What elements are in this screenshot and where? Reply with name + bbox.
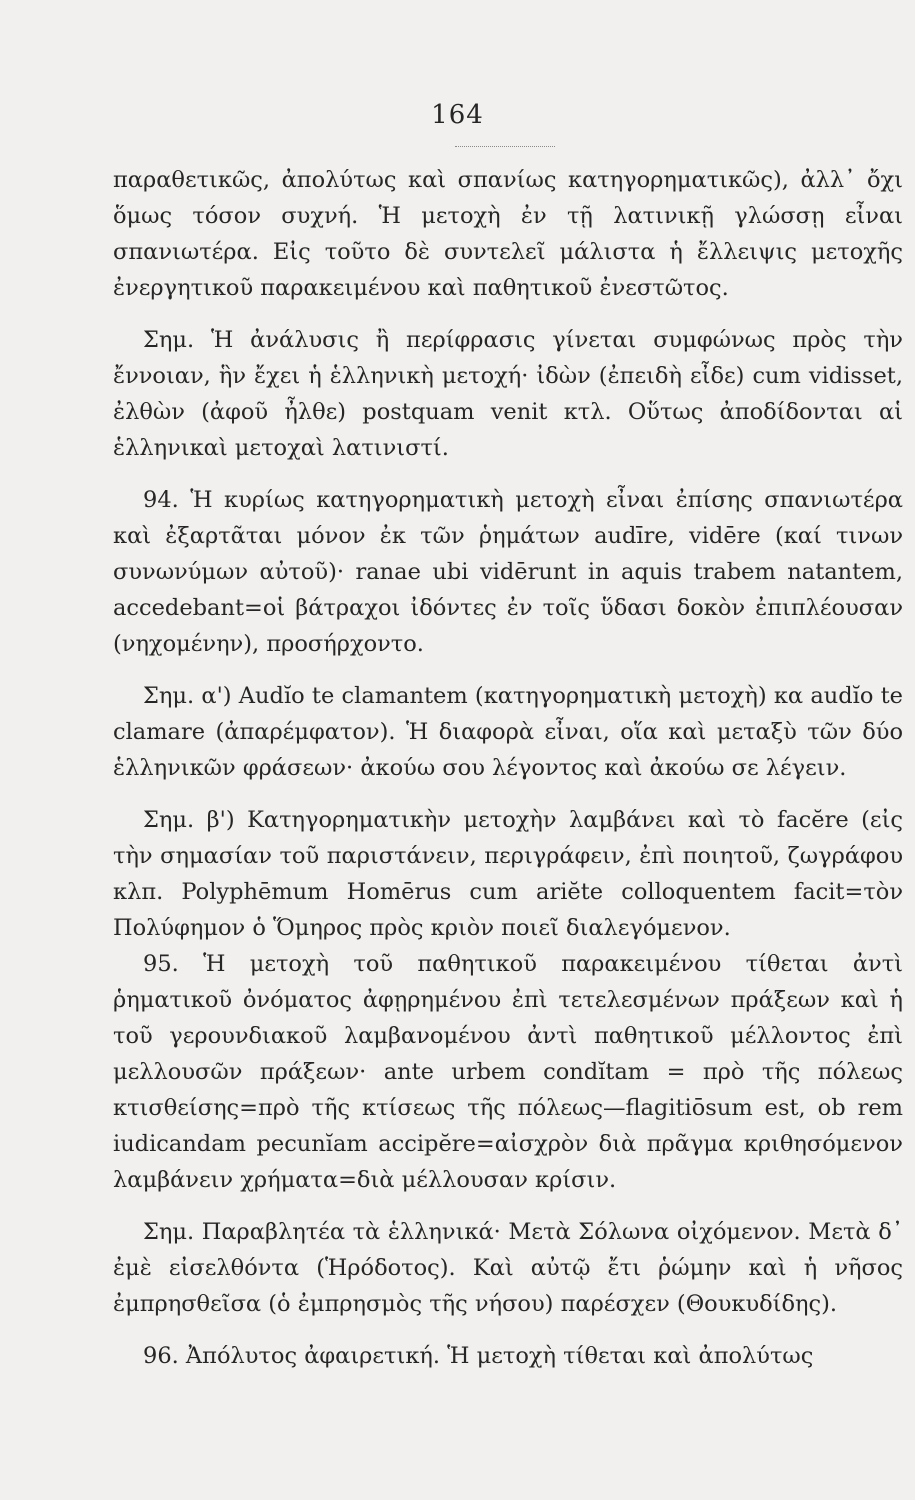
note-alpha-paragraph: Σημ. α') Audĭo te clamantem (κατηγορηματικὴ μετοχὴ) κα audĭo te clamare (ἀπαρέμφατον). Ἡ διαφορὰ εἶναι, οἵα καὶ μεταξὺ τῶν δύο ἑλληνικῶν φράσεων· ἀκούω σου λέγοντος καὶ ἀκούω σε λέγειν. bbox=[113, 683, 903, 781]
paragraph-continuation: παραθετικῶς, ἀπολύτως καὶ σπανίως κατηγορηματικῶς), ἀλλ᾽ ὄχι ὅμως τόσον συχνή. Ἡ μετοχὴ ἐν τῇ λατινικῇ γλώσσῃ εἶναι σπανιωτέρα. Εἰς τοῦτο δὲ συντελεῖ μάλιστα ἡ ἔλλειψις μετοχῆς ἐνεργητικοῦ παρακειμένου καὶ παθητικοῦ ἐνεστῶτος. bbox=[113, 167, 903, 301]
note-paragraph: Σημ. Ἡ ἀνάλυσις ἢ περίφρασις γίνεται συμφώνως πρὸς τὴν ἔννοιαν, ἣν ἔχει ἡ ἑλληνικὴ μετοχή· ἰδὼν (ἐπειδὴ εἶδε) cum vidisset, ἐλθὼν (ἀφοῦ ἦλθε) postquam venit κτλ. Οὕτως ἀποδίδονται αἱ ἑλληνικαὶ μετοχαὶ λατινιστί. bbox=[113, 327, 903, 461]
note-comparison-paragraph: Σημ. Παραβλητέα τὰ ἑλληνικά· Μετὰ Σόλωνα οἰχόμενον. Μετὰ δ᾽ ἐμὲ εἰσελθόντα (Ἡρόδοτος). Καὶ αὐτῷ ἔτι ῥώμην καὶ ἡ νῆσος ἐμπρησθεῖσα (ὁ ἐμπρησμὸς τῆς νήσου) παρέσχεν (Θουκυδίδης). bbox=[113, 1219, 903, 1317]
section-94-paragraph: 94. Ἡ κυρίως κατηγορηματικὴ μετοχὴ εἶναι ἐπίσης σπανιωτέρα καὶ ἐξαρτᾶται μόνον ἐκ τῶν ῥημάτων audīre, vidēre (καί τινων συνωνύμων αὐτοῦ)· ranae ubi vidērunt in aquis trabem natantem, accedebant=οἱ βάτραχοι ἰδόντες ἐν τοῖς ὕδασι δοκὸν ἐπιπλέουσαν (νηχομένην), προσήρχοντο. bbox=[113, 487, 903, 657]
page-number-rule bbox=[455, 146, 555, 147]
note-beta-paragraph: Σημ. β') Κατηγορηματικὴν μετοχὴν λαμβάνει καὶ τὸ facĕre (εἰς τὴν σημασίαν τοῦ παριστάνειν, περιγράφειν, ἐπὶ ποιητοῦ, ζωγράφου κλπ. Polyphēmum Homērus cum ariĕte colloquentem facit=τὸν Πολύφημον ὁ Ὅμηρος πρὸς κριὸν ποιεῖ διαλεγόμενον. bbox=[113, 807, 903, 941]
body-text bbox=[113, 162, 903, 1390]
section-96-paragraph: 96. Ἀπόλυτος ἀφαιρετική. Ἡ μετοχὴ τίθεται καὶ ἀπολύτως bbox=[143, 1343, 814, 1369]
section-95-paragraph: 95. Ἡ μετοχὴ τοῦ παθητικοῦ παρακειμένου τίθεται ἀντὶ ῥηματικοῦ ὀνόματος ἀφῃρημένου ἐπὶ τετελεσμένων πράξεων καὶ ἡ τοῦ γερουνδιακοῦ λαμβανομένου ἀντὶ παθητικοῦ μέλλοντος ἐπὶ μελλουσῶν πράξεων· ante urbem condĭtam = πρὸ τῆς πόλεως κτισθείσης=πρὸ τῆς κτίσεως τῆς πόλεως—flagitiōsum est, ob rem iudicandam pecunĭam accipĕre=αἰσχρὸν διὰ πρᾶγμα κριθησόμενον λαμβάνειν χρήματα=διὰ μέλλουσαν κρίσιν. bbox=[113, 951, 903, 1193]
page-number: 164 bbox=[431, 100, 484, 130]
